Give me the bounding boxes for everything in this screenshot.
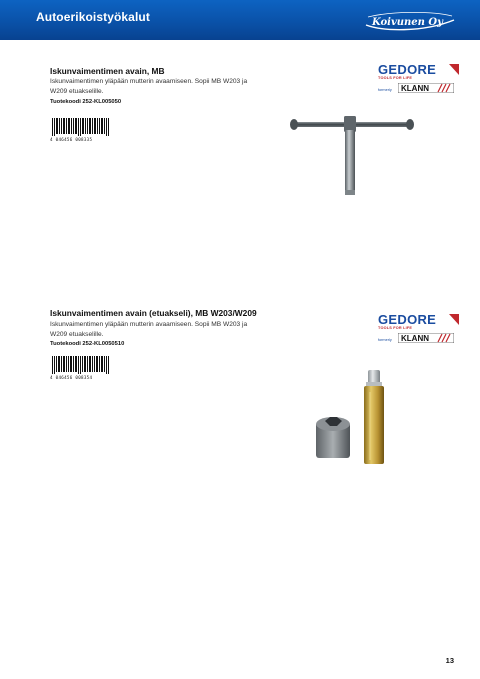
product-code: Tuotekoodi 252-KL005050 (50, 99, 122, 105)
product-code: Tuotekoodi 252-KL0050510 (50, 341, 125, 347)
gedore-arrow-icon (449, 64, 459, 75)
product-description: Iskunvaimentimen yläpään mutterin avaamiseen. Sopii MB W203 ja W209 etuakselille. (50, 78, 248, 95)
klann-logo (398, 83, 454, 93)
barcode-number: 4 046456 008335 (50, 137, 93, 142)
page-number: 13 (445, 656, 454, 665)
section-title: Autoerikoistyökalut (36, 10, 150, 24)
barcode-bars (50, 118, 112, 136)
klann-text: KLANN (401, 84, 429, 93)
gedore-arrow-icon (449, 314, 459, 325)
logo-text: Koivunen Oy (372, 17, 443, 28)
gedore-brand-block (378, 312, 458, 352)
klann-logo (398, 333, 454, 343)
barcode (50, 118, 112, 142)
gedore-logo: GEDORE (378, 62, 437, 77)
gedore-brand-block (378, 62, 458, 102)
product-description: Iskunvaimentimen yläpään mutterin avaamiseen. Sopii MB W203 ja W209 etuakselille. (50, 321, 248, 338)
klann-text: KLANN (401, 334, 429, 343)
formerly-label: formerly (378, 338, 392, 342)
formerly-label: formerly (378, 88, 392, 92)
socket-and-sleeve-image (306, 370, 396, 470)
t-handle-wrench-image (288, 110, 418, 198)
product-title: Iskunvaimentimen avain, MB (50, 66, 165, 76)
page-header (0, 0, 480, 40)
brand-tagline: TOOLS FOR LIFE (378, 326, 413, 330)
barcode-number: 4 046456 008354 (50, 375, 93, 380)
product-title: Iskunvaimentimen avain (etuakseli), MB W203/W209 (50, 308, 257, 318)
barcode (50, 356, 112, 380)
barcode-bars (50, 356, 112, 374)
gedore-logo: GEDORE (378, 312, 437, 327)
brand-tagline: TOOLS FOR LIFE (378, 76, 413, 80)
koivunen-logo (362, 8, 458, 34)
